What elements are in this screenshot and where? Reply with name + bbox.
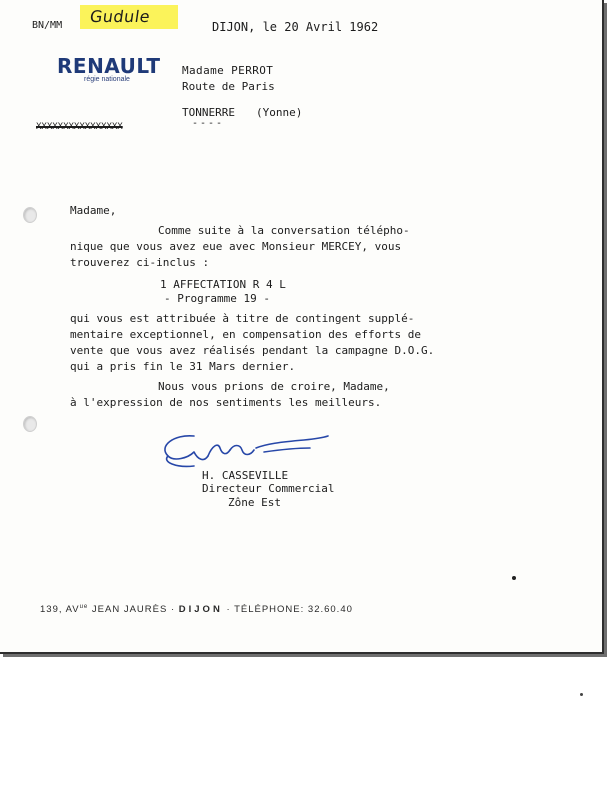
renault-logo: RENAULT <box>57 54 161 78</box>
punch-hole-bottom <box>23 416 37 432</box>
recipient-city-underline: ---- <box>192 118 225 129</box>
paragraph1-line3: trouverez ci-inclus : <box>70 256 210 269</box>
scan-dot <box>580 693 583 696</box>
salutation: Madame, <box>70 204 117 217</box>
paragraph1-line1: Comme suite à la conversation télépho- <box>158 224 410 237</box>
footer-address-text: 139, AV <box>40 604 80 616</box>
signatory-title: Directeur Commercial <box>202 482 335 495</box>
paragraph1-line2: nique que vous avez eue avec Monsieur MERCEY, vous <box>70 240 402 253</box>
signatory-zone: Zône Est <box>228 496 281 509</box>
sticky-note-text: Gudule <box>88 7 152 26</box>
allocation-line1: 1 AFFECTATION R 4 L <box>160 278 286 291</box>
punch-hole-top <box>23 207 37 223</box>
footer-address-rest: JEAN JAURÈS · <box>88 604 179 616</box>
closing-line1: Nous vous prions de croire, Madame, <box>158 380 390 393</box>
closing-line2: à l'expression de nos sentiments les meilleurs. <box>70 396 382 409</box>
dateline: DIJON, le 20 Avril 1962 <box>212 20 379 34</box>
footer-address <box>40 604 353 615</box>
footer-phone: · TÉLÉPHONE: 32.60.40 <box>222 604 353 616</box>
paragraph2-line2: mentaire exceptionnel, en compensation des efforts de <box>70 328 421 341</box>
recipient-dept: (Yonne) <box>256 106 303 119</box>
logo-subtitle: régie nationale <box>84 76 130 83</box>
ink-speck <box>512 576 516 580</box>
handwritten-signature <box>154 428 334 472</box>
footer-address-suffix: ue <box>79 604 89 610</box>
recipient-city: TONNERRE <box>182 106 235 119</box>
allocation-line2: - Programme 19 - <box>164 292 270 305</box>
paragraph2-line1: qui vous est attribuée à titre de contingent supplé- <box>70 312 415 325</box>
paragraph2-line4: qui a pris fin le 31 Mars dernier. <box>70 360 296 373</box>
recipient-name: Madame PERROT <box>182 64 274 77</box>
recipient-street: Route de Paris <box>182 80 275 93</box>
reference-code: BN/MM <box>32 20 63 31</box>
struck-line: XXXXXXXXXXXXXXXX <box>36 122 123 132</box>
paragraph2-line3: vente que vous avez réalisés pendant la campagne D.O.G. <box>70 344 435 357</box>
sticky-note <box>80 5 178 29</box>
footer-city: DIJON <box>178 604 223 616</box>
signatory-name: H. CASSEVILLE <box>202 469 289 482</box>
